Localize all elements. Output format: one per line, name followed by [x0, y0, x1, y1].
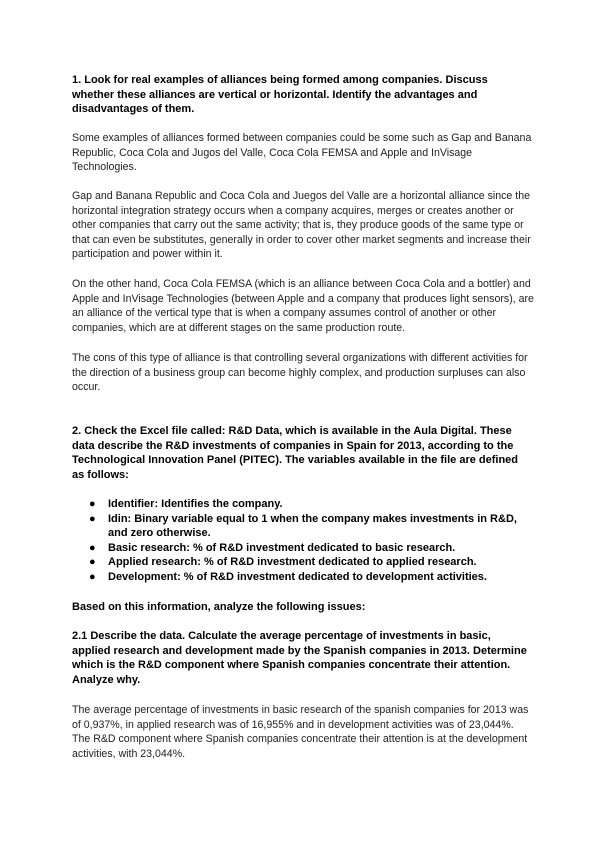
list-item [72, 570, 534, 585]
bullet-icon: ● [89, 556, 96, 568]
list-item-text: Basic research: % of R&D investment dedicated to basic research. [108, 541, 456, 554]
question-1-heading: 1. Look for real examples of alliances being formed among companies. Discuss whether these alliances are vertical or horizontal. Identify the advantages and disadvantages of them. [72, 74, 488, 115]
list-item-text: Idin: Binary variable equal to 1 when the company makes investments in R&D, and zero otherwise. [108, 512, 517, 539]
paragraph-horizontal-alliance: Gap and Banana Republic and Coca Cola and Juegos del Valle are a horizontal alliance since the horizontal integration strategy occurs when a company acquires, merges or creates another or other companies that carry out the same activity; that is, they produce goods of the same type or that can even be substitutes, generally in order to cover other market segments and increase their participation and power within it. [72, 190, 531, 261]
paragraph-alliance-cons: The cons of this type of alliance is that controlling several organizations with different activities for the direction of a business group can become highly complex, and production surpluses can also occur. [72, 352, 528, 394]
list-item-text: Applied research: % of R&D investment dedicated to applied research. [108, 556, 477, 568]
answer-2-1-paragraph: The average percentage of investments in basic research of the spanish companies for 2013 was of 0,937%, in applied research was of 16,955% and in development activities was of 23,044%. The R&D component where Spanish companies concentrate their attention is at the development activities, with 23,044%. [72, 704, 529, 760]
paragraph-alliance-examples: Some examples of alliances formed between companies could be some such as Gap and Banana Republic, Coca Cola and Jugos del Valle, Coca Cola FEMSA and Apple and InVisage Technologies. [72, 132, 532, 174]
bullet-icon: ● [89, 512, 96, 525]
question-2-1-heading: 2.1 Describe the data. Calculate the average percentage of investments in basic, applied research and development made by the Spanish companies in 2013. Determine which is the R&D component where Spanish companies concentrate their attention. Analyze why. [72, 630, 527, 686]
variable-definitions-list [72, 497, 534, 584]
question-2-heading: 2. Check the Excel file called: R&D Data, which is available in the Aula Digital. These data describe the R&D investments of companies in Spain for 2013, according to the Technological Innovation Panel (PITEC). The variables available in the file are defined as follows: [72, 425, 519, 481]
instruction-text: Based on this information, analyze the following issues: [72, 601, 366, 613]
list-item [72, 512, 534, 541]
bullet-icon: ● [89, 541, 96, 554]
list-item [72, 555, 534, 570]
paragraph-vertical-alliance: On the other hand, Coca Cola FEMSA (which is an alliance between Coca Cola and a bottler) and Apple and InVisage Technologies (between Apple and a company that produces light sensors), are an alliance of the vertical type that is when a company assumes control of another or other companies, which are at different stages on the same production route. [72, 278, 534, 334]
list-item [72, 541, 534, 556]
list-item-text: Identifier: Identifies the company. [108, 498, 283, 510]
list-item [72, 497, 534, 512]
bullet-icon: ● [89, 498, 96, 510]
bullet-icon: ● [89, 570, 96, 583]
list-item-text: Development: % of R&D investment dedicated to development activities. [108, 570, 487, 583]
